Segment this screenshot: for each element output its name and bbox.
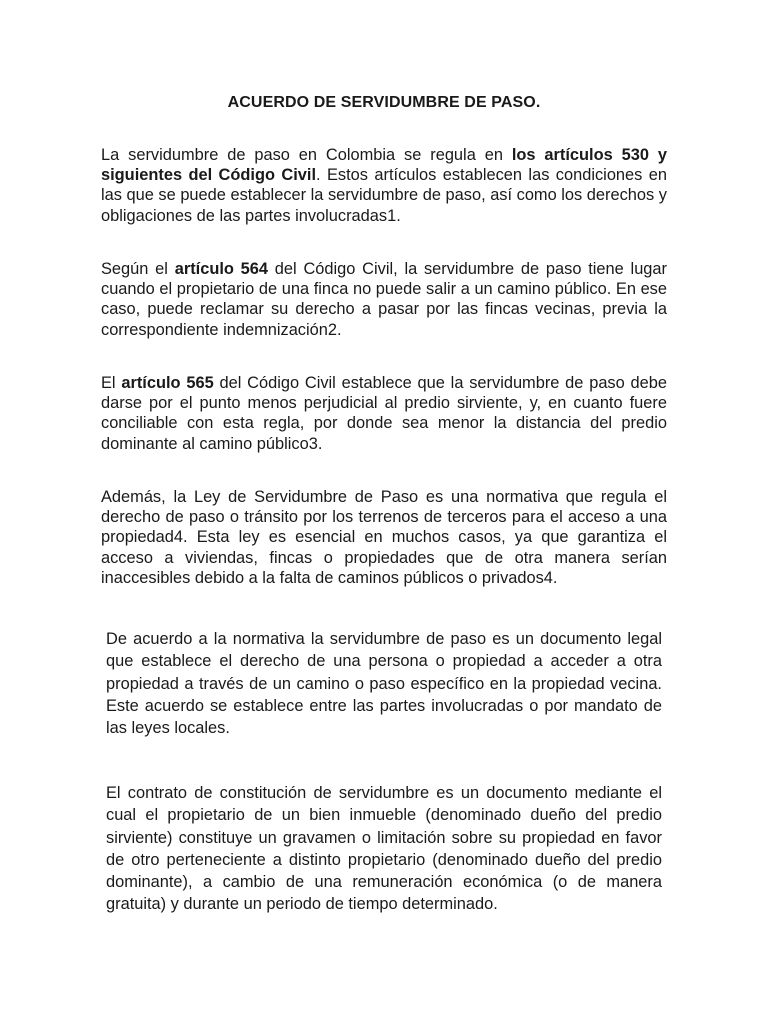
paragraph-text: La servidumbre de paso en Colombia se regula en (101, 146, 512, 164)
paragraph-bold-text: artículo 564 (174, 260, 269, 278)
paragraph-text: . Estos artículos establecen las condiciones en las que se puede establecer la servidumbre de paso, así como los derechos y obligaciones de las partes involucradas1. (101, 166, 667, 225)
paragraph-bold-text: los artículos 530 y siguientes del Código Civil (101, 146, 667, 185)
paragraph (101, 259, 667, 340)
paragraph-text: El contrato de constitución de servidumbre es un documento mediante el cual el propietario de un bien inmueble (denominado dueño del predio sirviente) constituye un gravamen o limitación sobre su propiedad en favor de otro perteneciente a distinto propietario (denominado dueño del predio dominante), a cambio de una remuneración económica (o de manera gratuita) y durante un periodo de tiempo determinado. (106, 784, 662, 914)
paragraph (106, 782, 662, 916)
paragraph (106, 628, 662, 739)
paragraph-text: del Código Civil establece que la servidumbre de paso debe darse por el punto menos perjudicial al predio sirviente, y, en cuanto fuere conciliable con esta regla, por donde sea menor la distancia del predio dominante al camino público3. (101, 374, 667, 453)
paragraph-text: De acuerdo a la normativa la servidumbre de paso es un documento legal que establece el derecho de una persona o propiedad a acceder a otra propiedad a través de un camino o paso específico en la propiedad vecina. Este acuerdo se establece entre las partes involucradas o por mandato de las leyes locales. (106, 630, 662, 738)
paragraph-text: Además, la Ley de Servidumbre de Paso es una normativa que regula el derecho de paso o tránsito por los terrenos de terceros para el acceso a una propiedad4. Esta ley es esencial en muchos casos, ya que garantiza el acceso a viviendas, fincas o propiedades que de otra manera serían inaccesibles debido a la falta de caminos públicos o privados4. (101, 488, 667, 587)
paragraph-text: El (101, 374, 122, 392)
document-title: ACUERDO DE SERVIDUMBRE DE PASO. (227, 94, 541, 111)
paragraph-bold-text: artículo 565 (121, 374, 214, 392)
paragraph (101, 145, 667, 226)
paragraph (101, 373, 667, 454)
paragraph (101, 487, 667, 588)
paragraph-text: del Código Civil, la servidumbre de paso tiene lugar cuando el propietario de una finca no puede salir a un camino público. En ese caso, puede reclamar su derecho a pasar por las fincas vecinas, previa la correspondiente indemnización2. (101, 260, 667, 339)
paragraph-text: Según el (101, 260, 175, 278)
